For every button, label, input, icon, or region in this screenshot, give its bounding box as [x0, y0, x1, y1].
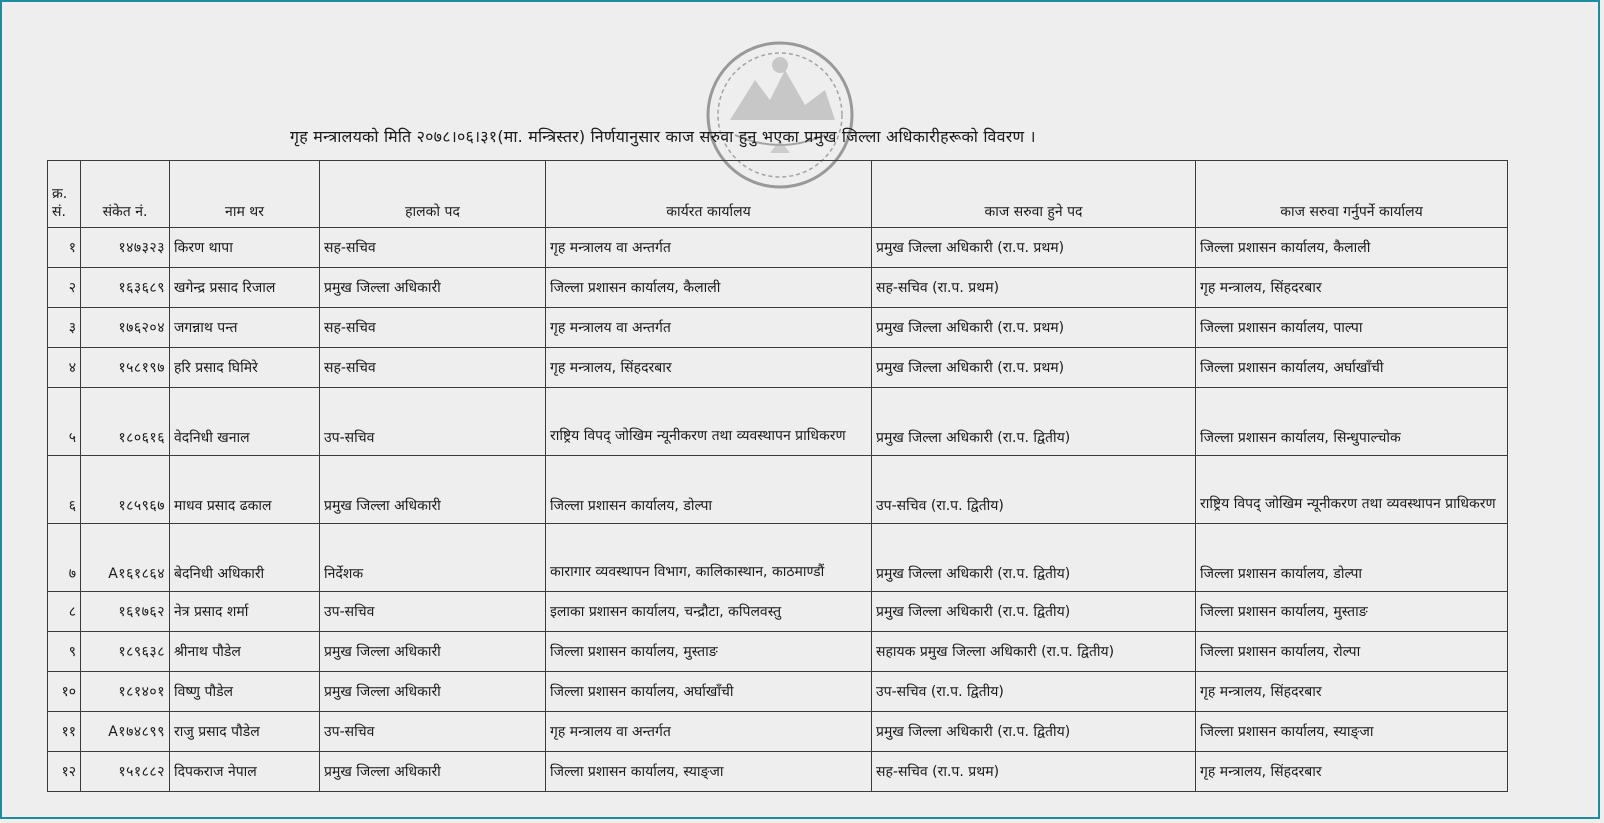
header-current-office: कार्यरत कार्यालय: [546, 161, 872, 228]
current-office-cell: इलाका प्रशासन कार्यालय, चन्द्रौटा, कपिलवस्तु: [546, 592, 872, 632]
table-row: [48, 524, 1508, 592]
header-new-post: काज सरुवा हुने पद: [872, 161, 1196, 228]
current-office-cell: जिल्ला प्रशासन कार्यालय, कैलाली: [546, 268, 872, 308]
current-post-cell: प्रमुख जिल्ला अधिकारी: [320, 752, 546, 792]
current-post-cell: सह-सचिव: [320, 348, 546, 388]
serial-cell: ३: [48, 308, 81, 348]
new-post-cell: प्रमुख जिल्ला अधिकारी (रा.प. प्रथम): [872, 348, 1196, 388]
table-row: [48, 388, 1508, 456]
name-cell: वेदनिधी खनाल: [170, 388, 320, 456]
current-office-cell: कारागार व्यवस्थापन विभाग, कालिकास्थान, काठमाण्डौं: [546, 524, 872, 592]
table-row: [48, 712, 1508, 752]
new-office-cell: गृह मन्त्रालय, सिंहदरबार: [1196, 672, 1508, 712]
current-office-cell: गृह मन्त्रालय वा अन्तर्गत: [546, 228, 872, 268]
new-post-cell: प्रमुख जिल्ला अधिकारी (रा.प. द्वितीय): [872, 712, 1196, 752]
new-post-cell: सह-सचिव (रा.प. प्रथम): [872, 752, 1196, 792]
current-post-cell: उप-सचिव: [320, 712, 546, 752]
name-cell: श्रीनाथ पौडेल: [170, 632, 320, 672]
serial-cell: १२: [48, 752, 81, 792]
code-cell: १७६२०४: [81, 308, 170, 348]
new-post-cell: उप-सचिव (रा.प. द्वितीय): [872, 672, 1196, 712]
current-post-cell: प्रमुख जिल्ला अधिकारी: [320, 632, 546, 672]
code-cell: A१६१८६४: [81, 524, 170, 592]
name-cell: बेदनिधी अधिकारी: [170, 524, 320, 592]
current-office-cell: गृह मन्त्रालय, सिंहदरबार: [546, 348, 872, 388]
name-cell: हरि प्रसाद घिमिरे: [170, 348, 320, 388]
code-cell: १८०६१६: [81, 388, 170, 456]
current-post-cell: सह-सचिव: [320, 228, 546, 268]
current-post-cell: प्रमुख जिल्ला अधिकारी: [320, 268, 546, 308]
new-post-cell: प्रमुख जिल्ला अधिकारी (रा.प. द्वितीय): [872, 524, 1196, 592]
serial-cell: २: [48, 268, 81, 308]
serial-cell: १०: [48, 672, 81, 712]
new-office-cell: जिल्ला प्रशासन कार्यालय, पाल्पा: [1196, 308, 1508, 348]
table-row: [48, 592, 1508, 632]
code-cell: १६३६८९: [81, 268, 170, 308]
table-header-row: [48, 161, 1508, 228]
code-cell: १४७३२३: [81, 228, 170, 268]
table-row: [48, 672, 1508, 712]
code-cell: १५१८८२: [81, 752, 170, 792]
new-office-cell: जिल्ला प्रशासन कार्यालय, स्याङ्जा: [1196, 712, 1508, 752]
header-new-office: काज सरुवा गर्नुपर्ने कार्यालय: [1196, 161, 1508, 228]
new-office-cell: जिल्ला प्रशासन कार्यालय, रोल्पा: [1196, 632, 1508, 672]
table-row: [48, 632, 1508, 672]
current-office-cell: जिल्ला प्रशासन कार्यालय, डोल्पा: [546, 456, 872, 524]
name-cell: राजु प्रसाद पौडेल: [170, 712, 320, 752]
table-row: [48, 348, 1508, 388]
header-code: संकेत नं.: [81, 161, 170, 228]
code-cell: १८९६३८: [81, 632, 170, 672]
table-row: [48, 228, 1508, 268]
name-cell: विष्णु पौडेल: [170, 672, 320, 712]
new-office-cell: जिल्ला प्रशासन कार्यालय, मुस्ताङ: [1196, 592, 1508, 632]
table-row: [48, 456, 1508, 524]
serial-cell: १: [48, 228, 81, 268]
name-cell: जगन्नाथ पन्त: [170, 308, 320, 348]
new-office-cell: राष्ट्रिय विपद् जोखिम न्यूनीकरण तथा व्यवस्थापन प्राधिकरण: [1196, 456, 1508, 524]
new-post-cell: प्रमुख जिल्ला अधिकारी (रा.प. प्रथम): [872, 228, 1196, 268]
serial-cell: ११: [48, 712, 81, 752]
header-current-post: हालको पद: [320, 161, 546, 228]
current-post-cell: प्रमुख जिल्ला अधिकारी: [320, 672, 546, 712]
new-post-cell: प्रमुख जिल्ला अधिकारी (रा.प. द्वितीय): [872, 388, 1196, 456]
new-post-cell: उप-सचिव (रा.प. द्वितीय): [872, 456, 1196, 524]
serial-cell: ५: [48, 388, 81, 456]
name-cell: नेत्र प्रसाद शर्मा: [170, 592, 320, 632]
name-cell: किरण थापा: [170, 228, 320, 268]
current-post-cell: प्रमुख जिल्ला अधिकारी: [320, 456, 546, 524]
current-office-cell: राष्ट्रिय विपद् जोखिम न्यूनीकरण तथा व्यवस्थापन प्राधिकरण: [546, 388, 872, 456]
header-name: नाम थर: [170, 161, 320, 228]
serial-cell: ६: [48, 456, 81, 524]
table-row: [48, 308, 1508, 348]
code-cell: १६१७६२: [81, 592, 170, 632]
new-office-cell: गृह मन्त्रालय, सिंहदरबार: [1196, 752, 1508, 792]
current-office-cell: गृह मन्त्रालय वा अन्तर्गत: [546, 308, 872, 348]
name-cell: माधव प्रसाद ढकाल: [170, 456, 320, 524]
current-post-cell: निर्देशक: [320, 524, 546, 592]
serial-cell: ८: [48, 592, 81, 632]
code-cell: १८१४०१: [81, 672, 170, 712]
transfer-table: [47, 160, 1508, 792]
new-post-cell: प्रमुख जिल्ला अधिकारी (रा.प. द्वितीय): [872, 592, 1196, 632]
table-row: [48, 268, 1508, 308]
new-post-cell: सह-सचिव (रा.प. प्रथम): [872, 268, 1196, 308]
serial-cell: ९: [48, 632, 81, 672]
current-office-cell: जिल्ला प्रशासन कार्यालय, स्याङ्जा: [546, 752, 872, 792]
header-serial: क्र. सं.: [48, 161, 81, 228]
serial-cell: ७: [48, 524, 81, 592]
name-cell: दिपकराज नेपाल: [170, 752, 320, 792]
new-post-cell: सहायक प्रमुख जिल्ला अधिकारी (रा.प. द्वितीय): [872, 632, 1196, 672]
table-row: [48, 752, 1508, 792]
serial-cell: ४: [48, 348, 81, 388]
new-post-cell: प्रमुख जिल्ला अधिकारी (रा.प. प्रथम): [872, 308, 1196, 348]
current-post-cell: सह-सचिव: [320, 308, 546, 348]
new-office-cell: गृह मन्त्रालय, सिंहदरबार: [1196, 268, 1508, 308]
current-post-cell: उप-सचिव: [320, 388, 546, 456]
current-office-cell: जिल्ला प्रशासन कार्यालय, अर्घाखाँची: [546, 672, 872, 712]
current-office-cell: जिल्ला प्रशासन कार्यालय, मुस्ताङ: [546, 632, 872, 672]
document-title: गृह मन्त्रालयको मिति २०७८।०६।३१(मा. मन्त्रिस्तर) निर्णयानुसार काज सरुवा हुनु भएका प्रमुख जिल्ला अधिकारीहरूको विवरण ।: [290, 127, 1036, 146]
new-office-cell: जिल्ला प्रशासन कार्यालय, सिन्धुपाल्चोक: [1196, 388, 1508, 456]
code-cell: १८५९६७: [81, 456, 170, 524]
current-post-cell: उप-सचिव: [320, 592, 546, 632]
code-cell: १५८१९७: [81, 348, 170, 388]
new-office-cell: जिल्ला प्रशासन कार्यालय, कैलाली: [1196, 228, 1508, 268]
code-cell: A१७४८९९: [81, 712, 170, 752]
new-office-cell: जिल्ला प्रशासन कार्यालय, अर्घाखाँची: [1196, 348, 1508, 388]
current-office-cell: गृह मन्त्रालय वा अन्तर्गत: [546, 712, 872, 752]
name-cell: खगेन्द्र प्रसाद रिजाल: [170, 268, 320, 308]
new-office-cell: जिल्ला प्रशासन कार्यालय, डोल्पा: [1196, 524, 1508, 592]
